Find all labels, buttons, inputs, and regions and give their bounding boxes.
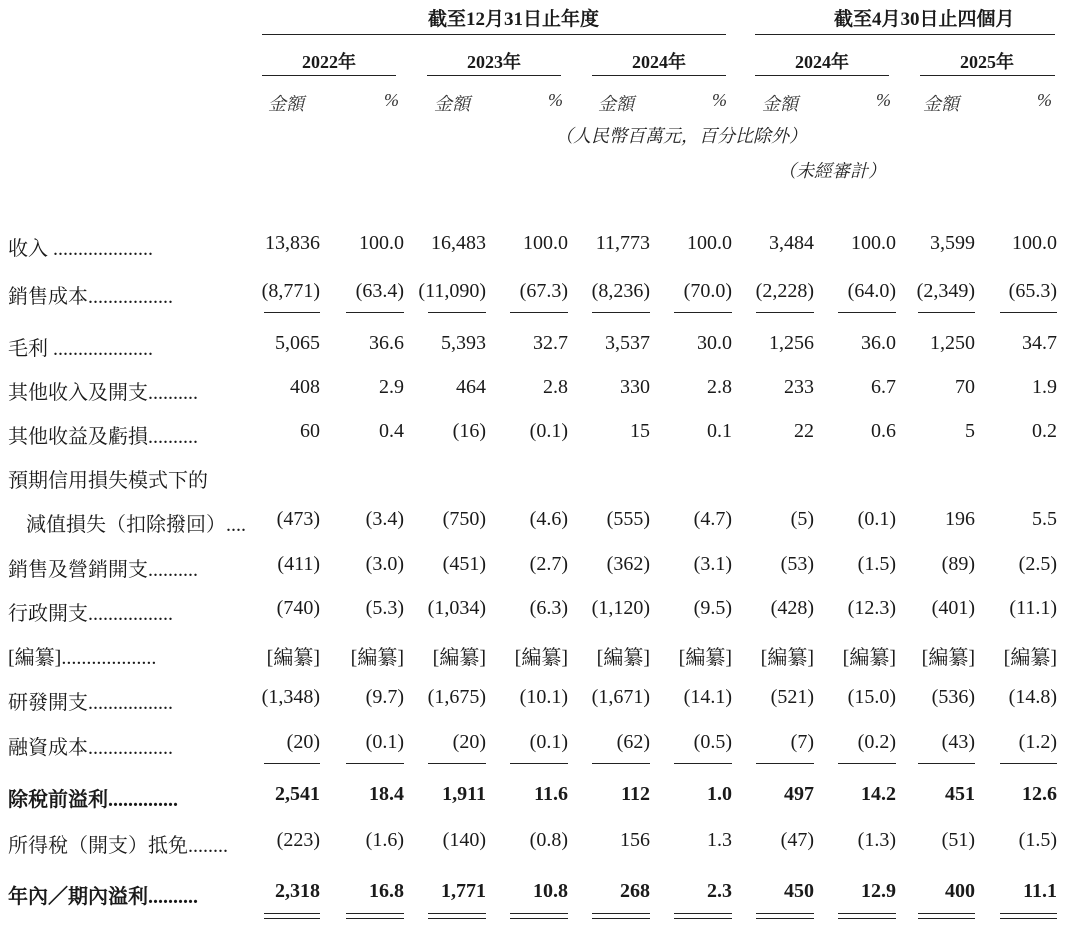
amount-cell: 112 bbox=[621, 783, 650, 805]
amount-cell: (89) bbox=[941, 553, 975, 575]
percent-cell: [編纂] bbox=[842, 647, 896, 669]
percent-cell: 2.8 bbox=[543, 376, 568, 398]
amount-cell: (47) bbox=[780, 829, 814, 851]
percent-cell: (1.5) bbox=[1018, 829, 1057, 851]
percent-cell: (0.1) bbox=[365, 731, 404, 753]
amount-cell: (8,236) bbox=[591, 280, 650, 302]
row-label: 研發開支................. bbox=[8, 692, 173, 714]
amount-cell: (555) bbox=[606, 508, 650, 530]
total-underline bbox=[838, 763, 896, 764]
amount-cell: 196 bbox=[945, 508, 975, 530]
percent-cell: (10.1) bbox=[519, 686, 568, 708]
percent-cell: 16.8 bbox=[369, 880, 404, 902]
percent-cell: (65.3) bbox=[1008, 280, 1057, 302]
amount-cell: 464 bbox=[456, 376, 486, 398]
year-rule-2024-interim bbox=[755, 75, 889, 76]
percent-cell: 18.4 bbox=[369, 783, 404, 805]
percent-cell: (11.1) bbox=[1009, 597, 1057, 619]
total-underline bbox=[428, 312, 486, 313]
row-label: 其他收益及虧損.......... bbox=[8, 426, 198, 448]
amount-cell: (1,348) bbox=[261, 686, 320, 708]
percent-cell: 100.0 bbox=[523, 232, 568, 254]
total-underline bbox=[838, 312, 896, 313]
amount-cell: 3,484 bbox=[769, 232, 814, 254]
percent-cell: 5.5 bbox=[1032, 508, 1057, 530]
amount-cell: 1,771 bbox=[441, 880, 486, 902]
amount-cell: 22 bbox=[794, 420, 814, 442]
percent-cell: 0.6 bbox=[871, 420, 896, 442]
percent-cell: 34.7 bbox=[1022, 332, 1057, 354]
percent-cell: (15.0) bbox=[847, 686, 896, 708]
row-label: 毛利 .................... bbox=[8, 338, 153, 360]
unaudited-note: （未經審計） bbox=[778, 161, 886, 181]
amount-cell: 451 bbox=[945, 783, 975, 805]
percent-column-header: % bbox=[876, 90, 891, 110]
period-header-four-months: 截至4月30日止四個月 bbox=[834, 9, 1015, 30]
percent-cell: (64.0) bbox=[847, 280, 896, 302]
percent-cell: (0.1) bbox=[529, 420, 568, 442]
total-underline bbox=[346, 918, 404, 919]
amount-cell: (521) bbox=[770, 686, 814, 708]
percent-cell: 11.1 bbox=[1023, 880, 1057, 902]
percent-cell: 0.4 bbox=[379, 420, 404, 442]
amount-cell: (2,349) bbox=[916, 280, 975, 302]
percent-cell: (9.5) bbox=[693, 597, 732, 619]
year-rule-2023 bbox=[427, 75, 561, 76]
amount-cell: [編纂] bbox=[596, 647, 650, 669]
total-underline bbox=[674, 312, 732, 313]
percent-cell: 14.2 bbox=[861, 783, 896, 805]
total-underline bbox=[592, 918, 650, 919]
total-underline bbox=[1000, 918, 1057, 919]
amount-column-header: 金額 bbox=[434, 94, 470, 114]
total-underline bbox=[756, 918, 814, 919]
percent-cell: (3.1) bbox=[693, 553, 732, 575]
percent-cell: (3.4) bbox=[365, 508, 404, 530]
amount-column-header: 金額 bbox=[268, 94, 304, 114]
amount-cell: (223) bbox=[276, 829, 320, 851]
percent-cell: 2.3 bbox=[707, 880, 732, 902]
total-underline bbox=[592, 763, 650, 764]
row-label: 行政開支................. bbox=[8, 603, 173, 625]
percent-cell: 32.7 bbox=[533, 332, 568, 354]
amount-cell: (536) bbox=[931, 686, 975, 708]
amount-cell: 1,256 bbox=[769, 332, 814, 354]
amount-column-header: 金額 bbox=[762, 94, 798, 114]
amount-cell: (140) bbox=[442, 829, 486, 851]
row-label: [編纂]................... bbox=[8, 647, 157, 669]
percent-cell: (4.6) bbox=[529, 508, 568, 530]
header-rule-years-ended bbox=[262, 34, 726, 35]
percent-cell: 12.9 bbox=[861, 880, 896, 902]
percent-column-header: % bbox=[712, 90, 727, 110]
percent-cell: (1.3) bbox=[857, 829, 896, 851]
amount-cell: 15 bbox=[630, 420, 650, 442]
unit-note: （人民幣百萬元，百分比除外） bbox=[555, 126, 807, 146]
percent-cell: (1.2) bbox=[1018, 731, 1057, 753]
amount-cell: (451) bbox=[442, 553, 486, 575]
amount-cell: 330 bbox=[620, 376, 650, 398]
amount-cell: (8,771) bbox=[261, 280, 320, 302]
year-header-2024-interim: 2024年 bbox=[795, 52, 849, 72]
total-underline bbox=[918, 312, 975, 313]
amount-cell: (51) bbox=[941, 829, 975, 851]
row-label: 收入 .................... bbox=[8, 238, 153, 260]
amount-cell: [編纂] bbox=[266, 647, 320, 669]
amount-column-header: 金額 bbox=[598, 94, 634, 114]
row-label: 融資成本................. bbox=[8, 737, 173, 759]
amount-cell: (1,671) bbox=[591, 686, 650, 708]
total-underline bbox=[674, 763, 732, 764]
percent-cell: (2.7) bbox=[529, 553, 568, 575]
total-underline bbox=[264, 913, 320, 914]
percent-cell: 36.6 bbox=[369, 332, 404, 354]
year-header-2025: 2025年 bbox=[960, 52, 1014, 72]
percent-cell: (63.4) bbox=[355, 280, 404, 302]
total-underline bbox=[756, 763, 814, 764]
amount-cell: 233 bbox=[784, 376, 814, 398]
amount-cell: 70 bbox=[955, 376, 975, 398]
total-underline bbox=[674, 918, 732, 919]
percent-cell: (4.7) bbox=[693, 508, 732, 530]
amount-cell: (11,090) bbox=[418, 280, 486, 302]
amount-cell: (1,675) bbox=[427, 686, 486, 708]
amount-cell: [編纂] bbox=[760, 647, 814, 669]
total-underline bbox=[756, 913, 814, 914]
percent-cell: 30.0 bbox=[697, 332, 732, 354]
percent-cell: 1.3 bbox=[707, 829, 732, 851]
year-header-2022: 2022年 bbox=[302, 52, 356, 72]
percent-cell: (5.3) bbox=[365, 597, 404, 619]
year-header-2023: 2023年 bbox=[467, 52, 521, 72]
percent-cell: 1.0 bbox=[707, 783, 732, 805]
percent-cell: (0.2) bbox=[857, 731, 896, 753]
amount-cell: (411) bbox=[277, 553, 320, 575]
amount-cell: 3,599 bbox=[930, 232, 975, 254]
total-underline bbox=[1000, 913, 1057, 914]
amount-cell: 5,393 bbox=[441, 332, 486, 354]
percent-cell: 11.6 bbox=[534, 783, 568, 805]
amount-cell: [編纂] bbox=[432, 647, 486, 669]
amount-cell: [編纂] bbox=[921, 647, 975, 669]
amount-cell: 450 bbox=[784, 880, 814, 902]
total-underline bbox=[756, 312, 814, 313]
total-underline bbox=[918, 913, 975, 914]
amount-cell: 497 bbox=[784, 783, 814, 805]
percent-cell: (0.5) bbox=[693, 731, 732, 753]
amount-cell: 13,836 bbox=[265, 232, 320, 254]
percent-cell: (1.6) bbox=[365, 829, 404, 851]
total-underline bbox=[918, 918, 975, 919]
amount-cell: 5 bbox=[965, 420, 975, 442]
total-underline bbox=[264, 763, 320, 764]
percent-cell: (3.0) bbox=[365, 553, 404, 575]
year-header-2024: 2024年 bbox=[632, 52, 686, 72]
percent-cell: 6.7 bbox=[871, 376, 896, 398]
percent-cell: (6.3) bbox=[529, 597, 568, 619]
amount-cell: 156 bbox=[620, 829, 650, 851]
row-label: 所得稅（開支）抵免........ bbox=[8, 835, 228, 857]
percent-cell: [編纂] bbox=[350, 647, 404, 669]
amount-cell: 11,773 bbox=[595, 232, 650, 254]
total-underline bbox=[510, 312, 568, 313]
row-label: 除稅前溢利.............. bbox=[8, 789, 178, 811]
percent-cell: 10.8 bbox=[533, 880, 568, 902]
amount-cell: 2,318 bbox=[275, 880, 320, 902]
percent-column-header: % bbox=[384, 90, 399, 110]
amount-cell: (362) bbox=[606, 553, 650, 575]
amount-cell: 5,065 bbox=[275, 332, 320, 354]
total-underline bbox=[264, 918, 320, 919]
percent-cell: (70.0) bbox=[683, 280, 732, 302]
percent-cell: (14.1) bbox=[683, 686, 732, 708]
percent-cell: (9.7) bbox=[365, 686, 404, 708]
total-underline bbox=[674, 913, 732, 914]
total-underline bbox=[428, 763, 486, 764]
percent-cell: 100.0 bbox=[1012, 232, 1057, 254]
amount-column-header: 金額 bbox=[923, 94, 959, 114]
header-rule-four-months bbox=[755, 34, 1055, 35]
amount-cell: 1,250 bbox=[930, 332, 975, 354]
total-underline bbox=[1000, 312, 1057, 313]
row-label: 年內／期內溢利.......... bbox=[8, 886, 198, 908]
amount-cell: 16,483 bbox=[431, 232, 486, 254]
total-underline bbox=[346, 312, 404, 313]
percent-cell: 2.9 bbox=[379, 376, 404, 398]
row-label: 預期信用損失模式下的 bbox=[8, 470, 208, 492]
percent-cell: (0.1) bbox=[529, 731, 568, 753]
amount-cell: (750) bbox=[442, 508, 486, 530]
amount-cell: (20) bbox=[286, 731, 320, 753]
amount-cell: (740) bbox=[276, 597, 320, 619]
amount-cell: (20) bbox=[452, 731, 486, 753]
amount-cell: (428) bbox=[770, 597, 814, 619]
percent-cell: (0.1) bbox=[857, 508, 896, 530]
total-underline bbox=[510, 913, 568, 914]
amount-cell: 3,537 bbox=[605, 332, 650, 354]
total-underline bbox=[428, 913, 486, 914]
total-underline bbox=[264, 312, 320, 313]
year-rule-2025 bbox=[920, 75, 1055, 76]
percent-cell: 0.2 bbox=[1032, 420, 1057, 442]
amount-cell: 400 bbox=[945, 880, 975, 902]
total-underline bbox=[592, 913, 650, 914]
amount-cell: 60 bbox=[300, 420, 320, 442]
percent-cell: (2.5) bbox=[1018, 553, 1057, 575]
amount-cell: (53) bbox=[780, 553, 814, 575]
percent-cell: [編纂] bbox=[514, 647, 568, 669]
amount-cell: (473) bbox=[276, 508, 320, 530]
amount-cell: (62) bbox=[616, 731, 650, 753]
amount-cell: (1,120) bbox=[591, 597, 650, 619]
year-rule-2024 bbox=[592, 75, 726, 76]
amount-cell: (1,034) bbox=[427, 597, 486, 619]
amount-cell: (5) bbox=[790, 508, 814, 530]
amount-cell: 2,541 bbox=[275, 783, 320, 805]
percent-cell: [編纂] bbox=[1003, 647, 1057, 669]
percent-cell: 100.0 bbox=[851, 232, 896, 254]
total-underline bbox=[346, 763, 404, 764]
percent-cell: [編纂] bbox=[678, 647, 732, 669]
amount-cell: (43) bbox=[941, 731, 975, 753]
row-label: 銷售及營銷開支.......... bbox=[8, 559, 198, 581]
year-rule-2022 bbox=[262, 75, 396, 76]
total-underline bbox=[592, 312, 650, 313]
total-underline bbox=[510, 763, 568, 764]
percent-cell: 12.6 bbox=[1022, 783, 1057, 805]
percent-cell: (1.5) bbox=[857, 553, 896, 575]
amount-cell: (401) bbox=[931, 597, 975, 619]
period-header-years-ended: 截至12月31日止年度 bbox=[428, 9, 600, 30]
percent-column-header: % bbox=[1037, 90, 1052, 110]
percent-column-header: % bbox=[548, 90, 563, 110]
percent-cell: 36.0 bbox=[861, 332, 896, 354]
total-underline bbox=[428, 918, 486, 919]
row-label: 其他收入及開支.......... bbox=[8, 382, 198, 404]
amount-cell: (16) bbox=[452, 420, 486, 442]
amount-cell: 1,911 bbox=[442, 783, 486, 805]
total-underline bbox=[918, 763, 975, 764]
total-underline bbox=[510, 918, 568, 919]
percent-cell: 0.1 bbox=[707, 420, 732, 442]
amount-cell: 268 bbox=[620, 880, 650, 902]
percent-cell: 1.9 bbox=[1032, 376, 1057, 398]
percent-cell: 100.0 bbox=[687, 232, 732, 254]
percent-cell: (14.8) bbox=[1008, 686, 1057, 708]
percent-cell: (67.3) bbox=[519, 280, 568, 302]
row-label: 銷售成本................. bbox=[8, 286, 173, 308]
total-underline bbox=[838, 918, 896, 919]
row-label: 減值損失（扣除撥回）.... bbox=[26, 514, 246, 536]
percent-cell: 100.0 bbox=[359, 232, 404, 254]
percent-cell: 2.8 bbox=[707, 376, 732, 398]
amount-cell: 408 bbox=[290, 376, 320, 398]
percent-cell: (0.8) bbox=[529, 829, 568, 851]
total-underline bbox=[838, 913, 896, 914]
total-underline bbox=[346, 913, 404, 914]
percent-cell: (12.3) bbox=[847, 597, 896, 619]
amount-cell: (7) bbox=[790, 731, 814, 753]
amount-cell: (2,228) bbox=[755, 280, 814, 302]
total-underline bbox=[1000, 763, 1057, 764]
